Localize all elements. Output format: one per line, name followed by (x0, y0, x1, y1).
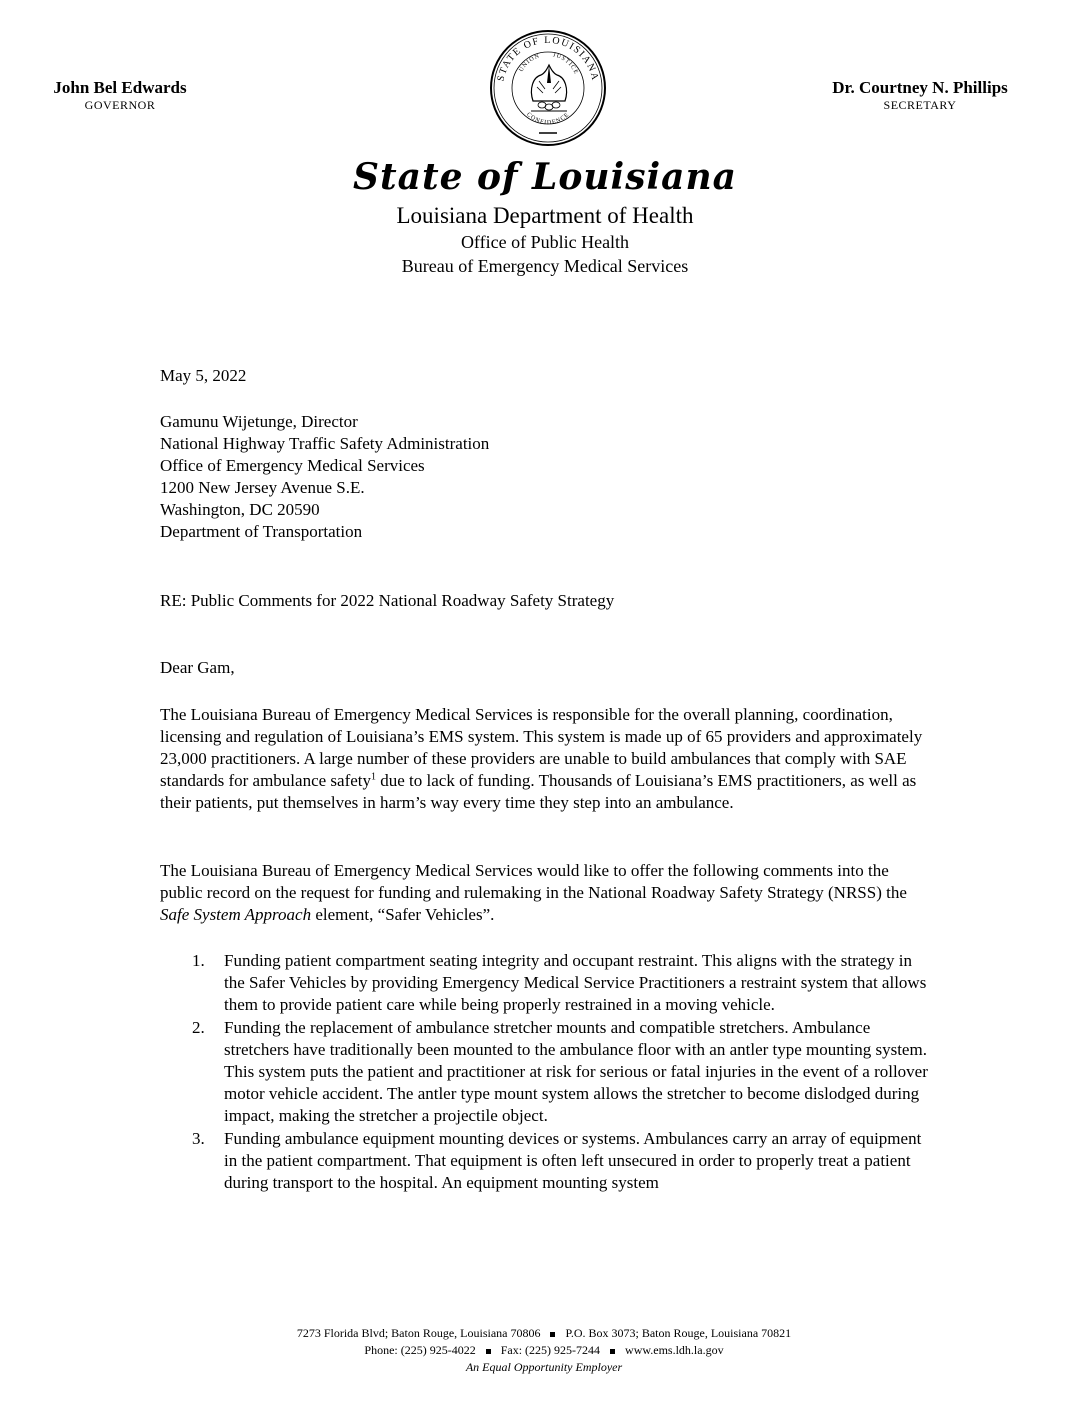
footer-eoe: An Equal Opportunity Employer (465, 1360, 623, 1374)
comments-list (160, 950, 930, 1194)
list-item-text: Funding ambulance equipment mounting devices or systems. Ambulances carry an array of equipment in the patient compartment. That equipment is often left unsecured in order to properly treat a patient during transport to the hospital. An equipment mounting system (224, 1128, 922, 1193)
list-item (160, 1128, 930, 1195)
paragraph-2 (160, 860, 930, 926)
paragraph-2-emphasis: Safe System Approach (160, 905, 312, 924)
paragraph-1 (160, 704, 930, 814)
office-name: Office of Public Health (460, 232, 630, 252)
list-item-number: 3. (192, 1128, 205, 1148)
svg-text:JUSTICE: JUSTICE (552, 52, 579, 76)
secretary-name: Dr. Courtney N. Phillips (832, 78, 1008, 97)
list-item (160, 950, 930, 1017)
governor-title: GOVERNOR (84, 98, 156, 112)
list-item-text: Funding patient compartment seating integrity and occupant restraint. This aligns with the strategy in the Safer Vehicles by providing Emergency Medical Service Practitioners a restraint system that allows them to provide patient care while being properly restrained in a moving vehicle. (224, 951, 927, 1015)
state-seal-icon (489, 29, 607, 147)
footer-phone: Phone: (225) 925-4022 (364, 1343, 476, 1357)
list-item-text: Funding the replacement of ambulance stretcher mounts and compatible stretchers. Ambulance stretchers have traditionally been mounted to the ambulance floor with an antler type mounting system. This system puts the patient and practitioner at risk for serious or fatal injuries in the event of a rollover motor vehicle accident. The antler type mount system allows the stretcher to become dislodged during impact, making the stretcher a projectile object. (224, 1017, 928, 1126)
paragraph-2-text-a: The Louisiana Bureau of Emergency Medical Services would like to offer the following comments into the public record on the request for funding and rulemaking in the National Roadway Safety Strategy (NRSS) the (160, 861, 907, 902)
footer-po-box: P.O. Box 3073; Baton Rouge, Louisiana 70821 (565, 1326, 792, 1340)
paragraph-1-text-a: The Louisiana Bureau of Emergency Medical Services is responsible for the overall planning, coordination, licensing and regulation of Louisiana’s EMS system. This system is made up of 65 providers and approximately 23,000 practitioners. A large number of these providers are unable to build ambulances that comply with SAE standards for ambulance safety (160, 705, 923, 790)
recipient-address (160, 411, 930, 543)
footer-website-link[interactable]: www.ems.ldh.la.gov (625, 1343, 724, 1357)
list-item-number: 2. (192, 1017, 205, 1037)
address-line: Gamunu Wijetunge, Director (160, 412, 358, 431)
address-line: Washington, DC 20590 (160, 500, 320, 519)
address-line: 1200 New Jersey Avenue S.E. (160, 478, 365, 497)
governor-name: John Bel Edwards (53, 78, 187, 97)
list-item (160, 1017, 930, 1128)
department-name: Louisiana Department of Health (396, 203, 694, 228)
address-line: Office of Emergency Medical Services (160, 456, 425, 475)
footer-street-address: 7273 Florida Blvd; Baton Rouge, Louisiana 70806 (296, 1326, 541, 1340)
svg-text:UNION: UNION (518, 53, 541, 74)
footnote-marker: 1 (371, 771, 376, 783)
secretary-title: SECRETARY (883, 98, 957, 112)
bureau-name: Bureau of Emergency Medical Services (401, 256, 689, 276)
list-item-number: 1. (192, 951, 205, 970)
secretary-block (812, 78, 1028, 113)
paragraph-2-text-b: element, “Safer Vehicles”. (311, 905, 495, 924)
address-line: Department of Transportation (160, 522, 363, 541)
footer-address-line (100, 1325, 988, 1342)
bullet-square-icon (550, 1332, 555, 1337)
svg-text:CONFIDENCE: CONFIDENCE (525, 111, 571, 127)
address-line: National Highway Traffic Safety Administration (160, 434, 490, 453)
paragraph-1-text-b: due to lack of funding. Thousands of Louisiana’s EMS practitioners, as well as their patients, put themselves in harm’s way every time they step into an ambulance. (160, 771, 917, 812)
governor-block (40, 78, 200, 113)
footer-fax: Fax: (225) 925-7244 (500, 1343, 601, 1357)
bullet-square-icon (610, 1349, 615, 1354)
bullet-square-icon (486, 1349, 491, 1354)
salutation: Dear Gam, (160, 658, 235, 677)
footer-contact-line (100, 1342, 988, 1359)
letter-date: May 5, 2022 (160, 366, 247, 385)
re-line: RE: Public Comments for 2022 National Roadway Safety Strategy (160, 591, 615, 610)
svg-text:STATE OF LOUISIANA: STATE OF LOUISIANA (495, 34, 601, 83)
state-title: State of Louisiana (353, 156, 737, 198)
